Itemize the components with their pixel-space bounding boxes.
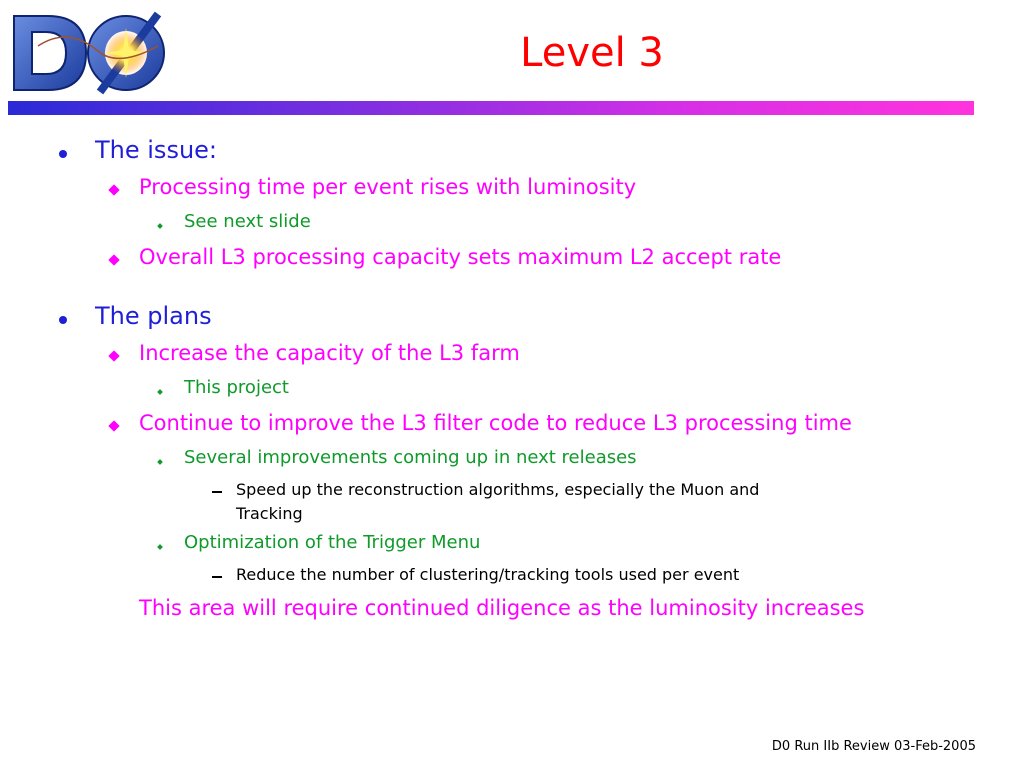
point-see-next-slide: See next slide xyxy=(184,211,311,232)
point-trigger-menu: Optimization of the Trigger Menu xyxy=(184,532,481,553)
closing-note: This area will require continued diligence as the luminosity increases xyxy=(139,596,865,620)
small-diamond-bullet-icon xyxy=(157,459,163,465)
point-increase-capacity: Increase the capacity of the L3 farm xyxy=(139,341,520,365)
small-diamond-bullet-icon xyxy=(157,223,163,229)
diamond-bullet-icon xyxy=(108,254,119,265)
point-this-project: This project xyxy=(184,377,289,398)
diamond-bullet-icon xyxy=(108,420,119,431)
diamond-bullet-icon xyxy=(108,350,119,361)
slide-title: Level 3 xyxy=(520,30,664,76)
dash-bullet-icon xyxy=(212,576,222,578)
slide-footer: D0 Run IIb Review 03-Feb-2005 xyxy=(771,739,976,754)
bullet-dot-icon xyxy=(59,316,67,324)
point-several-improvements: Several improvements coming up in next releases xyxy=(184,447,637,468)
point-capacity-limit: Overall L3 processing capacity sets maximum L2 accept rate xyxy=(139,245,782,269)
point-speed-up-line2: Tracking xyxy=(236,504,303,523)
point-reduce-tools: Reduce the number of clustering/tracking tools used per event xyxy=(236,565,740,584)
dash-bullet-icon xyxy=(212,491,222,493)
title-divider-bar xyxy=(8,101,974,115)
bullet-dot-icon xyxy=(59,150,67,158)
small-diamond-bullet-icon xyxy=(157,389,163,395)
point-improve-filter-code: Continue to improve the L3 filter code to reduce L3 processing time xyxy=(139,411,852,435)
small-diamond-bullet-icon xyxy=(157,544,163,550)
section-heading-plans: The plans xyxy=(95,302,212,330)
point-speed-up-line1: Speed up the reconstruction algorithms, especially the Muon and xyxy=(236,480,760,499)
diamond-bullet-icon xyxy=(108,184,119,195)
point-processing-time: Processing time per event rises with luminosity xyxy=(139,175,637,199)
section-heading-issue: The issue: xyxy=(95,136,218,164)
